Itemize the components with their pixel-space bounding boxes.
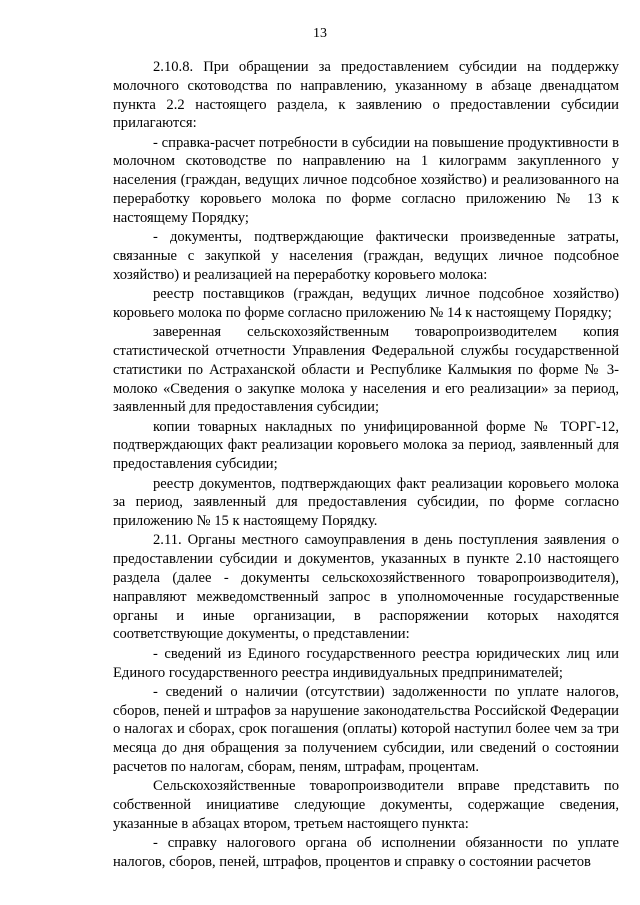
paragraph-supplier-registry: реестр поставщиков (граждан, ведущих личное подсобное хозяйство) коровьего молока по форме согласно приложению № 14 к настоящему Порядку; bbox=[113, 286, 619, 321]
document-body bbox=[113, 58, 619, 872]
paragraph-invoices: копии товарных накладных по унифицированной форме № ТОРГ-12, подтверждающих факт реализации коровьего молока за период, заявленный для предоставления субсидии; bbox=[113, 418, 619, 473]
paragraph-statistical-report: заверенная сельскохозяйственным товаропроизводителем копия статистической отчетности Управления Федеральной службы государственной статистики по Астраханской области и Республике Калмыкия по форме № 3-молоко «Сведения о закупке молока у населения и его реализации» за период, заявленный для предоставления субсидии; bbox=[113, 324, 619, 416]
paragraph-calculation-certificate: - справка-расчет потребности в субсидии на повышение продуктивности в молочном скотоводстве по направлению на 1 килограмм закупленного у населения (граждан, ведущих личное подсобное хозяйство) и реализованного на переработку коровьего молока по форме согласно приложению № 13 к настоящему Порядку; bbox=[113, 134, 619, 226]
paragraph-tax-debt-info: - сведений о наличии (отсутствии) задолженности по уплате налогов, сборов, пеней и штрафов за нарушение законодательства Российской Федерации о налогах и сборах, срок погашения (оплаты) которой наступил более чем за три месяца до дня обращения за получением субсидии, или сведений о состоянии расчетов по налогам, сборам, пеням, штрафам, процентам. bbox=[113, 683, 619, 775]
paragraph-cost-documents: - документы, подтверждающие фактически произведенные затраты, связанные с закупкой у населения (граждан, ведущих личное подсобное хозяйство) и реализацией на переработку коровьего молока: bbox=[113, 229, 619, 283]
paragraph-registry-info: - сведений из Единого государственного реестра юридических лиц или Единого государственного реестра индивидуальных предпринимателей; bbox=[113, 645, 619, 681]
paragraph-own-initiative: Сельскохозяйственные товаропроизводители вправе представить по собственной инициативе следующие документы, содержащие сведения, указанные в абзацах втором, третьем настоящего пункта: bbox=[113, 778, 619, 832]
paragraph-2-11: 2.11. Органы местного самоуправления в день поступления заявления о предоставлении субсидии и документов, указанных в пункте 2.10 настоящего раздела (далее - документы сельскохозяйственного товаропроизводителя), направляют межведомственный запрос в уполномоченные государственные органы и иные организации, в распоряжении которых находятся соответствующие документы, о представлении: bbox=[113, 532, 619, 643]
paragraph-2-10-8: 2.10.8. При обращении за предоставлением субсидии на поддержку молочного скотоводства по направлению, указанному в абзаце двенадцатом пункта 2.2 настоящего раздела, к заявлению о предоставлении субсидии прилагаются: bbox=[113, 59, 619, 132]
page-number: 13 bbox=[313, 26, 327, 41]
paragraph-documents-registry: реестр документов, подтверждающих факт реализации коровьего молока за период, заявленный для предоставления субсидии, по форме согласно приложению № 15 к настоящему Порядку. bbox=[113, 475, 619, 530]
paragraph-tax-certificate: - справку налогового органа об исполнении обязанности по уплате налогов, сборов, пеней, штрафов, процентов и справку о состоянии расчетов bbox=[113, 835, 619, 870]
